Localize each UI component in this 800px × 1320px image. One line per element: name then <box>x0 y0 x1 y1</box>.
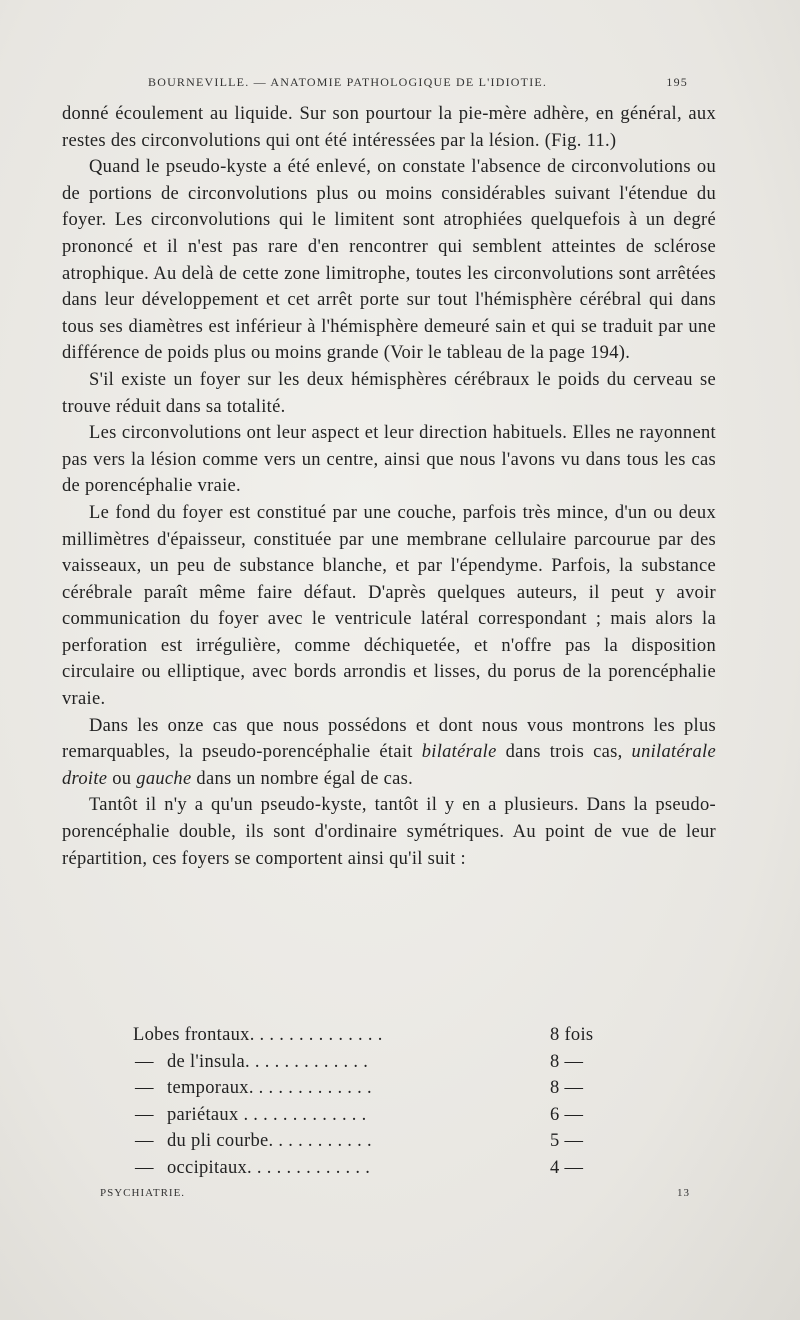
emphasis-unilaterale-droite: unilatérale droite <box>62 742 716 789</box>
list-item-label: — temporaux. . . . . . . . . . . . . <box>135 1075 372 1102</box>
emphasis-gauche: gauche <box>136 768 192 789</box>
list-item-count: 8 — <box>550 1051 584 1072</box>
list-item <box>62 1075 716 1102</box>
page-footer <box>100 1187 690 1199</box>
ditto-dash: — <box>135 1078 154 1099</box>
ditto-dash: — <box>135 1157 154 1178</box>
list-item <box>62 1022 716 1049</box>
paragraph-6-part-b: dans trois cas, <box>496 742 632 763</box>
paragraph-5: Le fond du foyer est constitué par une couche, parfois très mince, d'un ou deux millimètres d'épaisseur, constituée par une membrane cellulaire parcourue par des vaisseaux, un peu de substance blanche, et par l'épendyme. Parfois, la substance cérébrale paraît même faire défaut. D'après quelques auteurs, il peut y avoir communication du foyer avec le ventricule latéral correspondant ; mais alors la perforation est irrégulière, comme déchiquetée, et n'offre pas la disposition circulaire ou elliptique, avec bords arrondis et lisses, du porus de la porencéphalie vraie. <box>62 502 716 710</box>
list-item-count: 8 fois <box>550 1025 594 1045</box>
running-header <box>148 75 688 90</box>
ditto-dash: — <box>135 1104 154 1125</box>
list-item <box>62 1102 716 1129</box>
body-text <box>62 101 716 872</box>
list-item-count: 6 — <box>550 1104 584 1125</box>
list-item-label: Lobes frontaux. . . . . . . . . . . . . . <box>133 1025 383 1045</box>
list-item-label: — pariétaux . . . . . . . . . . . . . <box>135 1102 367 1129</box>
paragraph-6-part-c: ou <box>107 768 137 789</box>
running-title: BOURNEVILLE. — ANATOMIE PATHOLOGIQUE DE L'IDIOTIE. <box>148 75 548 89</box>
paragraph-3: S'il existe un foyer sur les deux hémisphères cérébraux le poids du cerveau se trouve réduit dans sa totalité. <box>62 369 716 417</box>
signature-number: 13 <box>677 1187 690 1199</box>
paragraph-6-part-d: dans un nombre égal de cas. <box>191 768 414 789</box>
ditto-dash: — <box>135 1131 154 1152</box>
paragraph-1: donné écoulement au liquide. Sur son pourtour la pie-mère adhère, en général, aux restes des circonvolutions qui ont été intéressées par la lésion. (Fig. 11.) <box>62 104 716 151</box>
emphasis-bilaterale: bilatérale <box>421 742 497 763</box>
list-item-count: 4 — <box>550 1157 584 1178</box>
paragraph-6 <box>62 713 716 793</box>
paragraph-6-part-a: Dans les onze cas que nous possédons et dont nous vous montrons les plus remarquables, la pseudo-porencéphalie était <box>62 715 716 763</box>
page-number: 195 <box>666 75 688 89</box>
list-item-label: — du pli courbe. . . . . . . . . . . <box>135 1128 372 1155</box>
list-item-label: — de l'insula. . . . . . . . . . . . . <box>135 1049 368 1076</box>
list-item <box>62 1155 716 1182</box>
paragraph-7: Tantôt il n'y a qu'un pseudo-kyste, tantôt il y en a plusieurs. Dans la pseudo-porencéphalie double, ils sont d'ordinaire symétriques. Au point de vue de leur répartition, ces foyers se comportent ainsi qu'il suit : <box>62 795 716 869</box>
ditto-dash: — <box>135 1051 154 1072</box>
signature-mark: PSYCHIATRIE. <box>100 1187 186 1199</box>
list-item-count: 8 — <box>550 1078 584 1099</box>
paragraph-4: Les circonvolutions ont leur aspect et leur direction habituels. Elles ne rayonnent pas vers la lésion comme vers un centre, ainsi que nous l'avons vu dans tous les cas de porencéphalie vraie. <box>62 423 716 497</box>
list-item-count: 5 — <box>550 1131 584 1152</box>
list-item-label: — occipitaux. . . . . . . . . . . . . <box>135 1155 370 1182</box>
lobe-distribution-list <box>62 1022 716 1182</box>
list-item <box>62 1049 716 1076</box>
paragraph-2: Quand le pseudo-kyste a été enlevé, on constate l'absence de circonvolutions ou de portions de circonvolutions plus ou moins considérables suivant l'étendue du foyer. Les circonvolutions qui le limitent sont atrophiées quelquefois à un degré prononcé et il n'est pas rare d'en rencontrer qui semblent atteintes de sclérose atrophique. Au delà de cette zone limitrophe, toutes les circonvolutions sont arrêtées dans leur développement et cet arrêt porte sur tout l'hémisphère cérébral qui dans tous ses diamètres est inférieur à l'hémisphère demeuré sain et qui se traduit par une différence de poids plus ou moins grande (Voir le tableau de la page 194). <box>62 157 716 364</box>
list-item <box>62 1128 716 1155</box>
